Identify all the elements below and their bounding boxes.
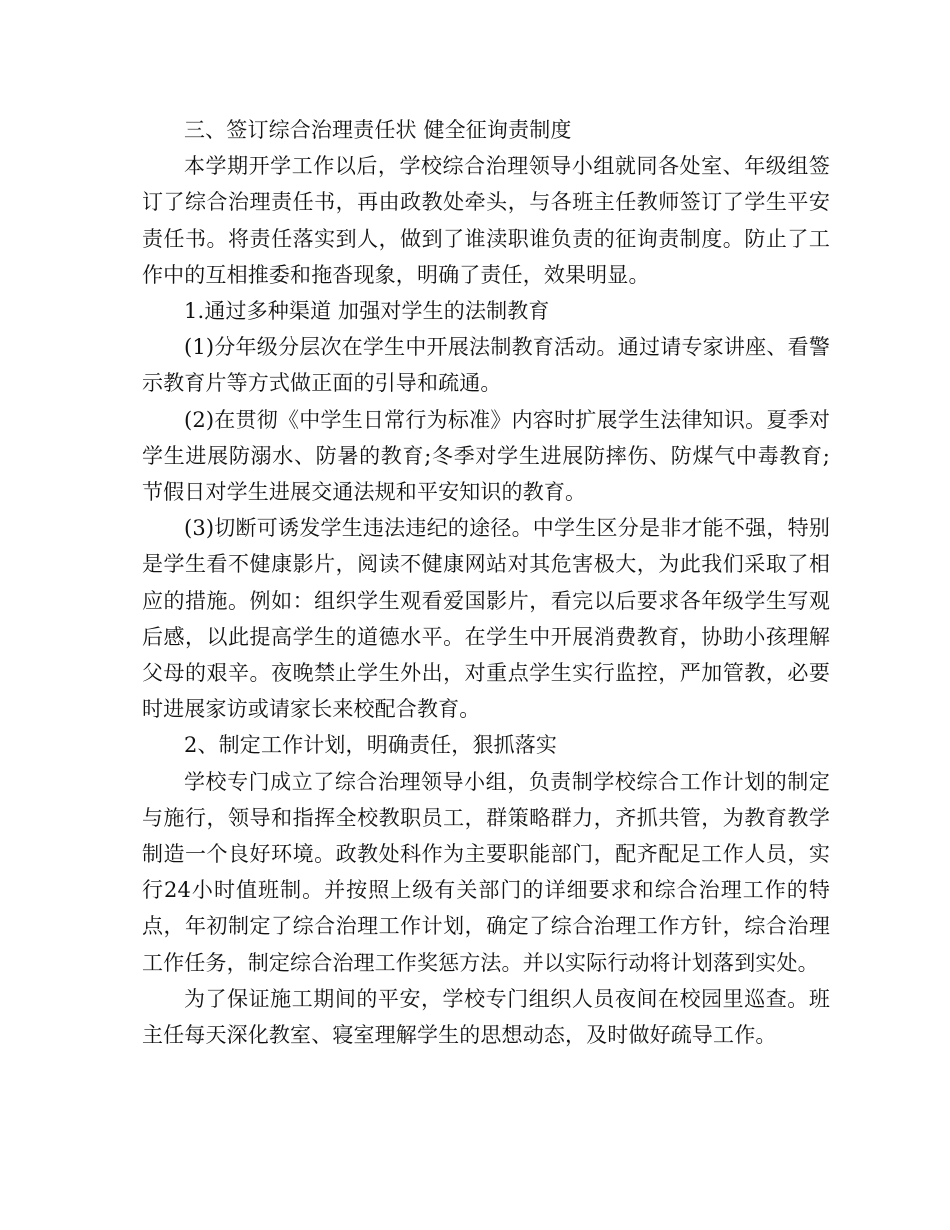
subheading-work-plan: 2、制定工作计划，明确责任，狠抓落实 [184,733,558,758]
paragraph-safety-patrol: 为了保证施工期间的平安，学校专门组织人员夜间在校园里巡查。班主任每天深化教室、寝室理解学生的思想动态，及时做好疏导工作。 [142,986,830,1048]
paragraph-item-1: (1)分年级分层次在学生中开展法制教育活动。通过请专家讲座、看警示教育片等方式做正面的引导和疏通。 [142,335,830,396]
section-heading-3: 三、签订综合治理责任状 健全征询责制度 [184,118,572,142]
subheading-legal-education: 1.通过多种渠道 加强对学生的法制教育 [184,299,550,324]
paragraph-item-2: (2)在贯彻《中学生日常行为标准》内容时扩展学生法律知识。夏季对学生进展防溺水、防暑的教育;冬季对学生进展防摔伤、防煤气中毒教育;节假日对学生进展交通法规和平安知识的教育。 [142,407,830,505]
document-body [142,112,830,1053]
paragraph-work-plan: 学校专门成立了综合治理领导小组，负责制学校综合工作计划的制定与施行，领导和指挥全校教职员工，群策略群力，齐抓共管，为教育教学制造一个良好环境。政教处科作为主要职能部门，配齐配足工作人员，实行24小时值班制。并按照上级有关部门的详细要求和综合治理工作的特点，年初制定了综合治理工作计划，确定了综合治理工作方针，综合治理工作任务，制定综合治理工作奖惩方法。并以实际行动将计划落到实处。 [142,769,830,975]
paragraph-responsibility: 本学期开学工作以后，学校综合治理领导小组就同各处室、年级组签订了综合治理责任书，再由政教处牵头，与各班主任教师签订了学生平安责任书。将责任落实到人，做到了谁渎职谁负责的征询责制度。防止了工作中的互相推委和拖沓现象，明确了责任，效果明显。 [142,154,830,287]
paragraph-item-3: (3)切断可诱发学生违法违纪的途径。中学生区分是非才能不强，特别是学生看不健康影片，阅读不健康网站对其危害极大，为此我们采取了相应的措施。例如：组织学生观看爱国影片，看完以后要求各年级学生写观后感，以此提高学生的道德水平。在学生中开展消费教育，协助小孩理解父母的艰辛。夜晚禁止学生外出，对重点学生实行监控，严加管教，必要时进展家访或请家长来校配合教育。 [142,516,830,722]
